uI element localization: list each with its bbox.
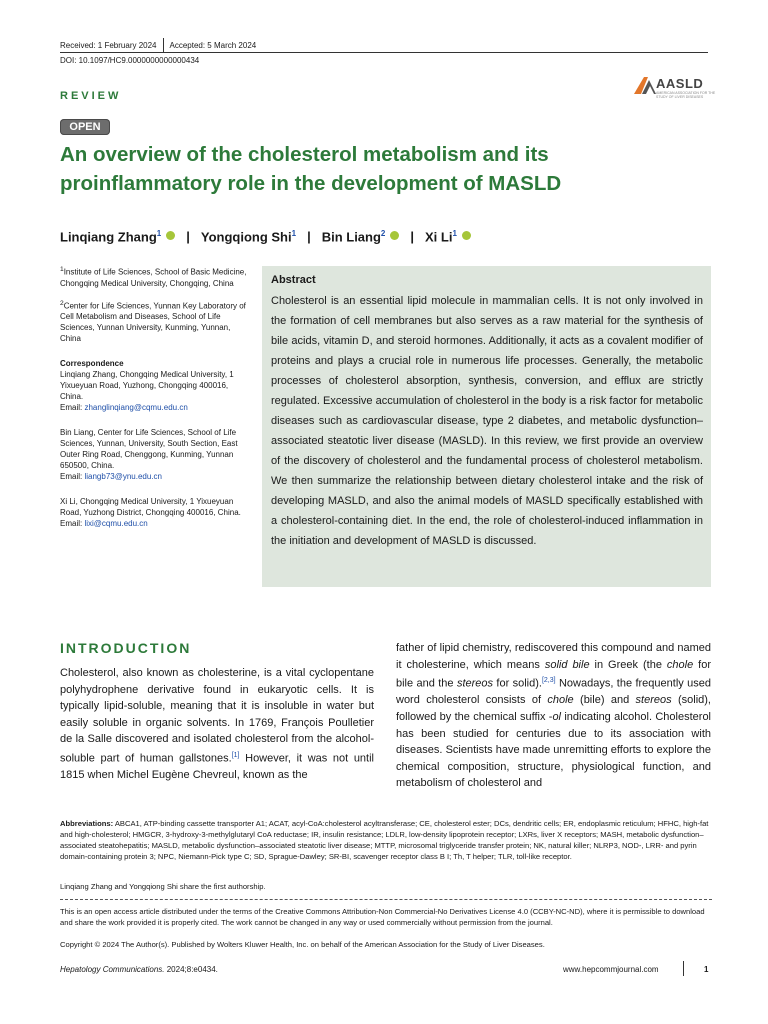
footer-citation	[60, 965, 218, 974]
body-text: Nowadays, the frequently used word cholesterol consists of	[396, 677, 712, 707]
copyright-text: Copyright © 2024 The Author(s). Published by Wolters Kluwer Health, Inc. on behalf of the American Association for the Study of Liver Diseases.	[60, 940, 545, 949]
author-affiliation: 1	[156, 229, 162, 238]
orcid-icon[interactable]	[462, 231, 471, 240]
logo-name: AASLD	[656, 76, 704, 91]
affiliation-number: 2	[60, 299, 64, 307]
author-separator: |	[307, 229, 311, 245]
author-separator: |	[410, 229, 415, 245]
journal-name: Hepatology Communications.	[60, 965, 165, 974]
intro-right-column	[396, 640, 711, 792]
email-link[interactable]: liangb73@ynu.edu.cn	[84, 472, 162, 482]
body-text: for solid).	[493, 677, 542, 690]
affiliation-2	[60, 298, 250, 345]
author-name[interactable]: Linqiang Zhang	[60, 229, 157, 245]
affiliation-number: 1	[60, 266, 64, 273]
article-dates	[60, 38, 256, 52]
author-affiliation: 1	[291, 229, 297, 238]
introduction-heading: INTRODUCTION	[60, 640, 192, 656]
emphasis: chole	[666, 658, 694, 671]
aasld-logo	[632, 72, 716, 102]
footer-separator	[683, 961, 684, 976]
author-list	[60, 229, 471, 244]
abbreviations-label: Abbreviations:	[60, 819, 114, 828]
email-link[interactable]: zhanglinqiang@cqmu.edu.cn	[84, 403, 188, 413]
doi[interactable]: DOI: 10.1097/HC9.0000000000000434	[60, 56, 200, 65]
email-label: Email:	[60, 472, 83, 482]
email-link[interactable]: lixi@cqmu.edu.cn	[84, 519, 148, 529]
emphasis: stereos	[456, 677, 494, 690]
citation-link[interactable]: [1]	[231, 751, 240, 759]
affiliation-text: Center for Life Sciences, Yunnan Key Laboratory of Cell Metabolism and Diseases, School of Life Sciences, Yunnan University, Kunming, Yunnan, China	[60, 301, 246, 344]
logo-tagline: AMERICAN ASSOCIATION FOR THE STUDY OF LIVER DISEASES	[656, 91, 716, 99]
author-name[interactable]: Yongqiong Shi	[200, 229, 292, 245]
authorship-note: Linqiang Zhang and Yongqiong Shi share the first authorship.	[60, 882, 266, 891]
received-date: Received: 1 February 2024	[60, 41, 157, 50]
abstract-heading: Abstract	[271, 274, 316, 286]
correspondence-2	[60, 427, 250, 482]
emphasis: chole	[547, 694, 574, 707]
journal-website[interactable]: www.hepcommjournal.com	[563, 965, 659, 974]
email-label: Email:	[60, 403, 83, 413]
body-text: in Greek (the	[589, 658, 667, 671]
author-name[interactable]: Bin Liang	[321, 229, 381, 245]
page-number: 1	[704, 965, 709, 974]
orcid-icon[interactable]	[390, 231, 399, 240]
correspondence-text: Bin Liang, Center for Life Sciences, School of Life Sciences, Yunnan, University, South Section, East Outer Ring Road, Chenggong, Kunming, Yunnan 650500, China.	[60, 428, 238, 471]
abstract-text: Cholesterol is an essential lipid molecule in mammalian cells. It is not only involved in the formation of cell membranes but also serves as a raw material for the synthesis of bile acids, vitamin D, and steroid hormones. Additionally, it acts as a covalent modifier of proteins and plays a crucial role in numerous life processes. Generally, the metabolic processes of cholesterol absorption, synthesis, conversion, and efflux are strictly regulated. Excessive accumulation of cholesterol in the body is a risk factor for metabolic diseases such as cardiovascular disease, type 2 diabetes, and metabolic dysfunction–associated steatotic liver disease (MASLD). In this review, we first provide an overview of the discovery of cholesterol and the fundamental process of cholesterol metabolism. We then summarize the relationship between dietary cholesterol intake and the risk of developing MASLD, and also the animal models of MASLD specifically established with a cholesterol-containing diet. In the end, the role of cholesterol-induced inflammation in the initiation and development of MASLD is discussed.	[271, 295, 703, 547]
accepted-date: Accepted: 5 March 2024	[169, 41, 257, 50]
section-label: REVIEW	[60, 90, 122, 102]
body-text: father of lipid chemistry, rediscovered this compound and named it cholesterine, which means	[396, 642, 711, 671]
body-text: (bile) and	[573, 694, 636, 707]
abbreviations	[60, 818, 712, 862]
affiliations-column	[60, 264, 250, 538]
affiliation-1	[60, 264, 250, 289]
correspondence-text: Xi Li, Chongqing Medical University, 1 Yixueyuan Road, Yuzhong District, Chongqing 400016, China.	[60, 497, 241, 518]
orcid-icon[interactable]	[166, 231, 175, 240]
email-label: Email:	[60, 519, 83, 529]
header-rule	[60, 52, 708, 53]
author-affiliation: 2	[380, 229, 386, 238]
correspondence-1	[60, 358, 250, 413]
body-text: indicating alcohol. Cholesterol has been studied for centuries due to its association with diseases. Scientists have made unremitting efforts to explore the chemical composition, structure, physiological function, and metabolism of cholesterol and	[396, 711, 712, 790]
body-text: However, it was not until 1815 when Michel Eugène Chevreul, known as the	[60, 752, 374, 782]
body-text: (solid), followed by the chemical suffix -	[396, 694, 711, 724]
open-access-badge: OPEN	[60, 119, 110, 135]
license-text: This is an open access article distributed under the terms of the Creative Commons Attribution-Non Commercial-No Derivatives License 4.0 (CCBY-NC-ND), where it is permissible to download and share the work provided it is properly cited. The work cannot be changed in any way or used commercially without permission from the journal.	[60, 907, 705, 927]
abbreviations-text: ABCA1, ATP-binding cassette transporter A1; ACAT, acyl-CoA:cholesterol acyltransferase; CE, cholesterol ester; DCs, dendritic cells; ER, endoplasmic reticulum; HFHC, high-fat and high-cholesterol; HMGCR, 3-hydroxy-3-methylglutaryl CoA reductase; IR, insulin resistance; LDLR, low-density lipoprotein receptor; LXRs, liver X receptors; MASH, metabolic dysfunction–associated steatohepatitis; MASLD, metabolic dysfunction–associated steatotic liver disease; MTTP, microsomal triglyceride transfer protein; NK, natural killer; NLRP3, NOD-, LRR- and pyrin domain-containing protein 3; NPC, Niemann-Pick type C; SD, Sprague-Dawley; SR-BI, scavenger receptor class B I; Th, T helper; TLR, toll-like receptor.	[60, 819, 709, 861]
intro-left-column	[60, 665, 374, 784]
body-text: Cholesterol, also known as cholesterine, is a vital cyclopentane polyhydrophene derivative found in eukaryotic cells. It is typically lipid-soluble, meaning that it is insoluble in water but easily soluble in organic solvents. In 1769, François Poulletier de la Salle discovered and isolated cholesterol from the alcohol-soluble part of human gallstones.	[60, 667, 374, 765]
correspondence-heading: Correspondence	[60, 359, 124, 369]
date-separator	[163, 38, 164, 52]
author-affiliation: 1	[452, 229, 457, 238]
emphasis: solid bile	[544, 658, 590, 671]
dashed-divider	[60, 899, 712, 900]
correspondence-text: Linqiang Zhang, Chongqing Medical University, 1 Yixueyuan Road, Yuzhong, Chongqing 400016, China.	[60, 370, 234, 402]
article-title: An overview of the cholesterol metabolism and its proinflammatory role in the development of MASLD	[60, 143, 562, 195]
author-name[interactable]: Xi Li	[425, 229, 453, 245]
emphasis: stereos	[635, 694, 672, 707]
citation-info: 2024;8:e0434.	[164, 965, 218, 974]
aasld-logo-icon	[632, 74, 658, 98]
affiliation-text: Institute of Life Sciences, School of Basic Medicine, Chongqing Medical University, Chongqing, China	[60, 267, 247, 288]
body-text: for bile and the	[396, 658, 712, 690]
citation-link[interactable]: [2,3]	[541, 677, 556, 685]
author-separator: |	[186, 229, 190, 245]
emphasis: ol	[552, 711, 561, 724]
correspondence-3	[60, 496, 250, 529]
